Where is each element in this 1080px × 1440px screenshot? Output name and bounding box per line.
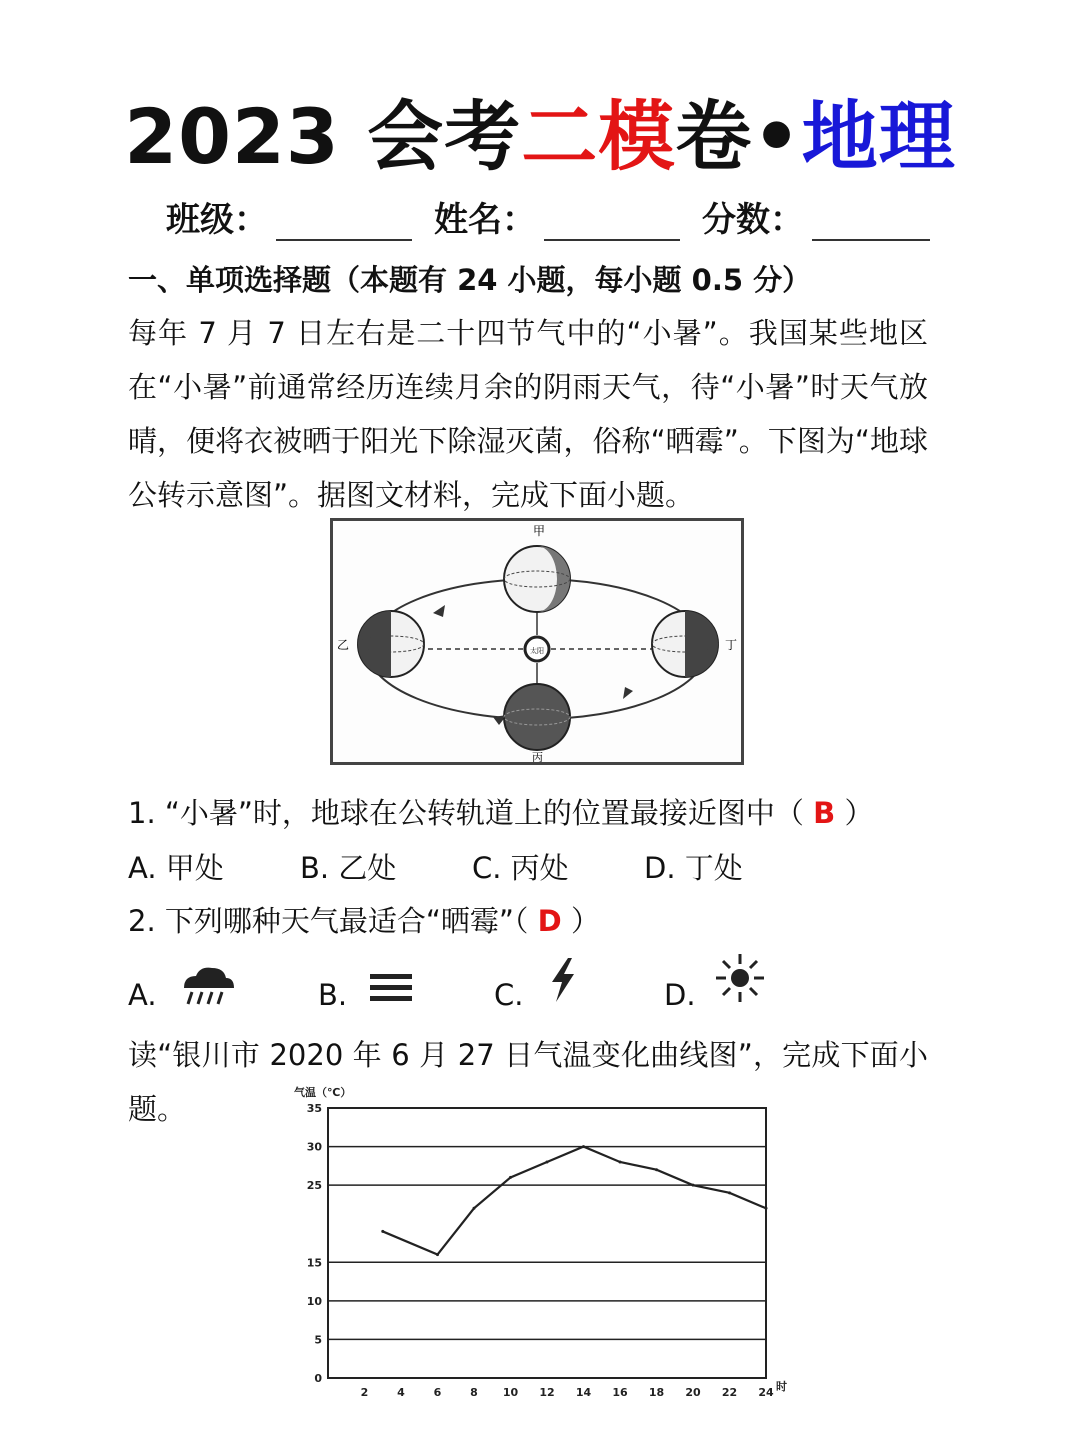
x-tick-label-8: 8: [470, 1386, 478, 1399]
earth-orbit-diagram: [330, 518, 744, 765]
y-tick-label-25: 25: [306, 1179, 322, 1193]
passage-1: 每年 7 月 7 日左右是二十四节气中的“小暑”。我国某些地区在“小暑”前通常经历连续月余的阴雨天气，待“小暑”时天气放晴，便将衣被晒于阳光下除湿灭菌，俗称“晒霉”。下图为“地球公转示意图”。据图文材料，完成下面小题。: [128, 316, 928, 512]
temperature-point-20: [692, 1184, 695, 1187]
question-1-close: ）: [844, 796, 874, 830]
temperature-point-24: [765, 1207, 768, 1210]
q2-option-c-label: C.: [494, 978, 524, 1012]
question-1-answer: B: [813, 796, 836, 830]
earth-position-bing: [504, 684, 570, 750]
x-axis-label: 时: [776, 1380, 787, 1393]
question-1-text: 1. “小暑”时，地球在公转轨道上的位置最接近图中（: [128, 796, 804, 830]
temperature-point-16: [619, 1161, 622, 1164]
x-tick-label-16: 16: [612, 1386, 628, 1399]
x-tick-label-12: 12: [539, 1386, 555, 1399]
y-tick-label-35: 35: [306, 1102, 322, 1115]
y-tick-label-15: 15: [306, 1256, 322, 1270]
q2-option-a-label: A.: [128, 978, 157, 1012]
y-tick-label-5: 5: [314, 1333, 322, 1347]
temperature-point-8: [473, 1207, 476, 1210]
rain-cloud-icon: [178, 962, 238, 1008]
score-label: 分数：: [702, 200, 804, 240]
x-tick-label-4: 4: [397, 1386, 405, 1399]
q1-option-d[interactable]: D. 丁处: [644, 851, 743, 885]
temperature-point-3: [381, 1230, 384, 1233]
label-yi: 乙: [337, 638, 350, 652]
sun-label: 太阳: [530, 647, 544, 655]
y-tick-label-0: 0: [314, 1372, 322, 1385]
temperature-point-10: [509, 1176, 512, 1179]
question-2-answer: D: [537, 904, 562, 938]
temperature-point-6: [436, 1253, 439, 1256]
q2-option-d[interactable]: [664, 978, 696, 1012]
temperature-point-18: [655, 1168, 658, 1171]
temperature-series-line-0: [383, 1147, 766, 1255]
x-tick-label-24: 24: [758, 1386, 774, 1399]
temperature-line-chart: [284, 1078, 804, 1408]
section-heading: 一、单项选择题（本题有 24 小题，每小题 0.5 分）: [128, 263, 812, 297]
q1-option-a[interactable]: A. 甲处: [128, 851, 224, 885]
q2-option-c[interactable]: [494, 978, 523, 1012]
x-tick-label-20: 20: [685, 1386, 701, 1399]
temperature-point-22: [728, 1191, 731, 1194]
sun-icon: [712, 952, 768, 1004]
title-text-1: 2023 会考: [124, 92, 522, 181]
class-blank[interactable]: [276, 203, 412, 241]
earth-position-yi: [358, 611, 424, 677]
question-2: [128, 894, 600, 948]
y-tick-label-30: 30: [306, 1140, 322, 1154]
q2-option-b-label: B.: [318, 978, 348, 1012]
question-2-close: ）: [570, 904, 600, 938]
score-blank[interactable]: [812, 203, 930, 241]
q1-option-b[interactable]: B. 乙处: [300, 851, 397, 885]
x-tick-label-6: 6: [433, 1386, 442, 1399]
class-label: 班级：: [166, 200, 268, 240]
x-tick-label-10: 10: [502, 1386, 519, 1399]
q2-option-a[interactable]: [128, 978, 157, 1012]
y-tick-label-10: 10: [306, 1294, 322, 1308]
title-text-3: 卷•: [675, 92, 802, 181]
temperature-point-14: [582, 1145, 585, 1148]
x-tick-label-18: 18: [648, 1386, 665, 1399]
x-tick-label-2: 2: [360, 1386, 369, 1399]
chart-frame: [328, 1108, 766, 1378]
question-2-text: 2. 下列哪种天气最适合“晒霉”（: [128, 904, 529, 938]
temperature-point-12: [546, 1161, 549, 1164]
passage-2-text: 读“银川市 2020 年 6 月 27 日气温变化曲线图”，完成下面小题。: [128, 1038, 928, 1126]
lightning-icon: [546, 956, 580, 1004]
label-ding: 丁: [725, 638, 738, 652]
question-1-options: [128, 846, 743, 887]
title-text-2: 二模: [521, 92, 676, 181]
q1-option-c[interactable]: C. 丙处: [472, 851, 569, 885]
page-title: [0, 92, 1080, 182]
label-jia: 甲: [533, 524, 546, 538]
name-label: 姓名：: [434, 200, 536, 240]
student-info-fields: [166, 192, 952, 241]
x-tick-label-22: 22: [721, 1386, 738, 1399]
question-1: [128, 786, 874, 840]
fog-icon: [368, 972, 414, 1004]
earth-position-jia: [504, 546, 570, 612]
q2-option-b[interactable]: [318, 978, 347, 1012]
earth-position-ding: [652, 611, 718, 677]
title-text-4: 地理: [801, 92, 956, 181]
name-blank[interactable]: [544, 203, 680, 241]
label-bing: 丙: [532, 751, 543, 762]
x-tick-label-14: 14: [575, 1386, 592, 1399]
q2-option-d-label: D.: [664, 978, 696, 1012]
y-axis-label: 气温（℃）: [294, 1086, 352, 1099]
